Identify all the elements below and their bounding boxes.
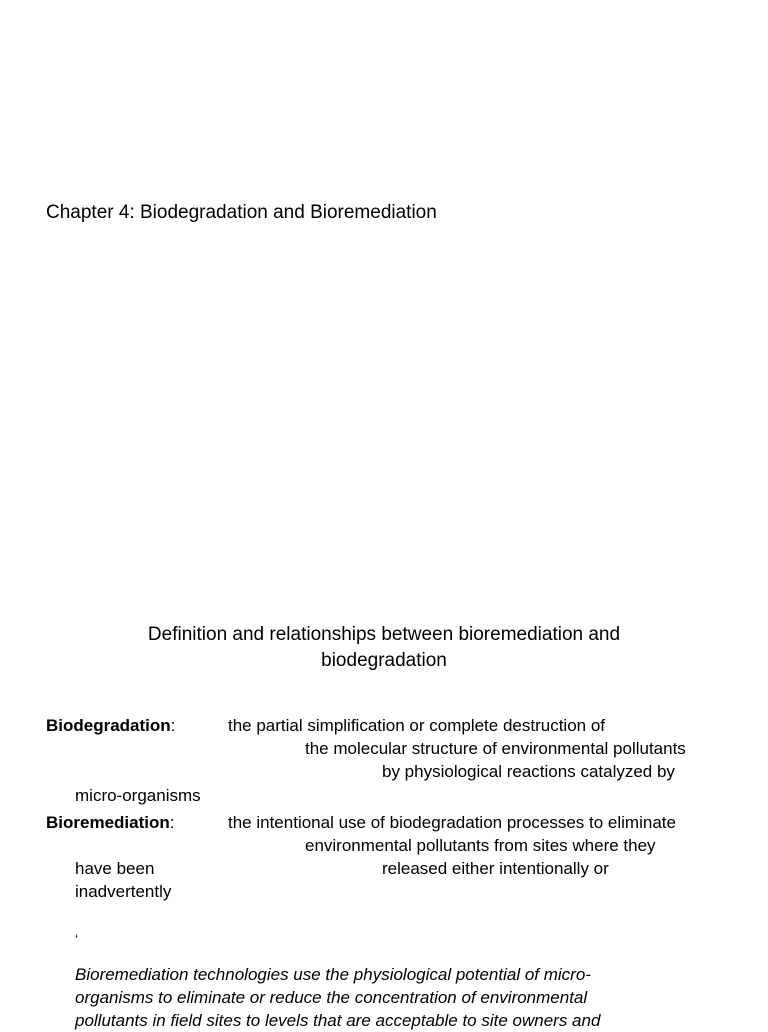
definition-term: Bioremediation bbox=[46, 813, 170, 832]
definition-colon: : bbox=[169, 813, 175, 832]
definition-term: Biodegradation bbox=[46, 716, 171, 735]
chapter-title: Chapter 4: Biodegradation and Bioremediation bbox=[46, 202, 437, 223]
definition-text-line: micro-organisms bbox=[75, 786, 201, 805]
definition-text-line: by physiological reactions catalyzed by bbox=[382, 762, 675, 781]
definition-text-line: the partial simplification or complete destruction of bbox=[228, 716, 606, 735]
paragraph-line: Bioremediation technologies use the physiological potential of micro- bbox=[75, 965, 591, 984]
stray-quote-mark: ‘ bbox=[75, 931, 79, 947]
section-heading-line-2: biodegradation bbox=[321, 650, 447, 671]
definition-text-line: inadvertently bbox=[75, 882, 172, 901]
definition-term-line bbox=[46, 811, 174, 834]
definition-text-line: the intentional use of biodegradation processes to eliminate bbox=[228, 813, 676, 832]
definition-text-line: environmental pollutants from sites where they bbox=[305, 836, 656, 855]
definition-text-line: released either intentionally or bbox=[382, 859, 609, 878]
paragraph-line: organisms to eliminate or reduce the concentration of environmental bbox=[75, 988, 588, 1007]
section-heading bbox=[0, 622, 768, 674]
definition-text-line: the molecular structure of environmental pollutants bbox=[305, 739, 686, 758]
definition-term-line bbox=[46, 714, 175, 737]
definition-colon: : bbox=[170, 716, 176, 735]
section-heading-line-1: Definition and relationships between bioremediation and bbox=[147, 624, 621, 645]
paragraph-line: pollutants in field sites to levels that are acceptable to site owners and bbox=[75, 1011, 601, 1030]
definition-text-line: have been bbox=[75, 859, 155, 878]
